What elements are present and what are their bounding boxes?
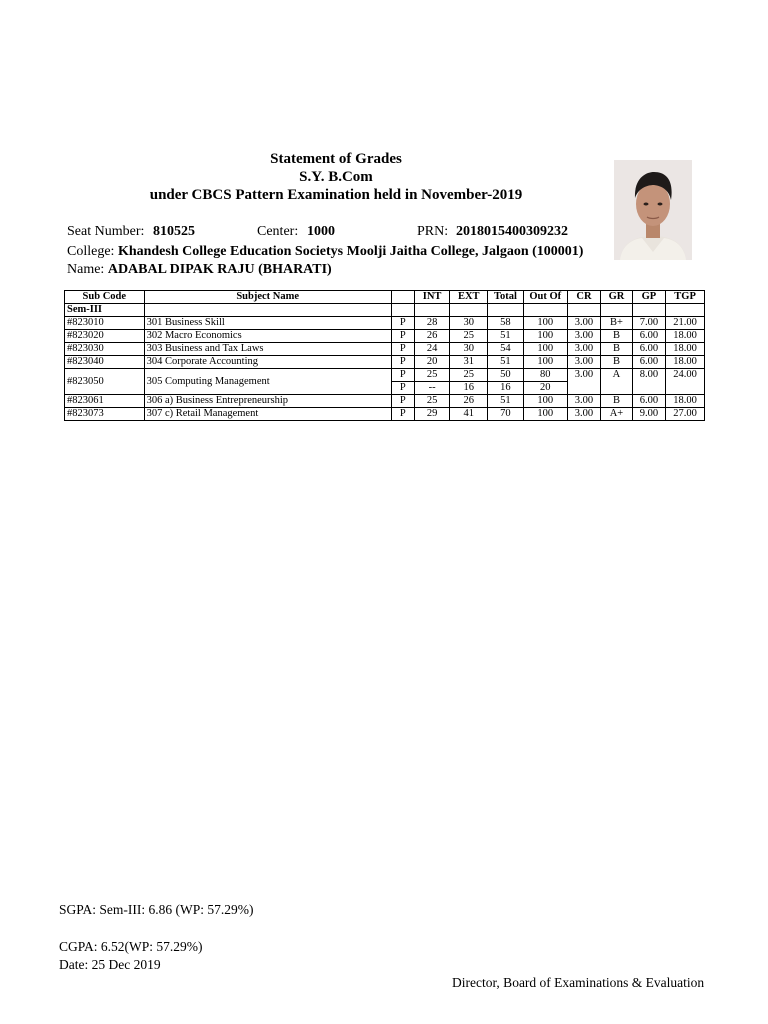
total-marks: 51: [488, 395, 524, 408]
name-value: ADABAL DIPAK RAJU (BHARATI): [107, 262, 332, 277]
total-grade-points: 21.00: [666, 317, 705, 330]
ext-marks: 30: [450, 317, 488, 330]
total-marks: 58: [488, 317, 524, 330]
table-row: [65, 343, 705, 356]
grade-points: 6.00: [632, 330, 666, 343]
out-of: 100: [523, 330, 567, 343]
issue-date: Date: 25 Dec 2019: [59, 957, 161, 972]
out-of: 100: [523, 343, 567, 356]
paper-type: P: [391, 330, 414, 343]
grade-points: 8.00: [632, 369, 666, 395]
grade-points: 6.00: [632, 343, 666, 356]
total-grade-points: 24.00: [666, 369, 705, 395]
header-gr: GR: [601, 291, 632, 304]
grade-points: 6.00: [632, 395, 666, 408]
sub-code: #823020: [65, 330, 145, 343]
subject-name: 307 c) Retail Management: [144, 408, 391, 421]
header-out-of: Out Of: [523, 291, 567, 304]
int-marks: 25: [414, 395, 450, 408]
credits: 3.00: [567, 317, 601, 330]
name-label: Name:: [67, 262, 105, 277]
table-row: [65, 395, 705, 408]
paper-type: P: [391, 408, 414, 421]
grade-points: 7.00: [632, 317, 666, 330]
prn-label: PRN:: [417, 224, 449, 239]
subject-name: 301 Business Skill: [144, 317, 391, 330]
sub-code: #823073: [65, 408, 145, 421]
college-row: [67, 243, 583, 260]
sgpa-text: SGPA: Sem-III: 6.86 (WP: 57.29%): [59, 902, 254, 917]
sub-code: #823010: [65, 317, 145, 330]
grade: B: [601, 356, 632, 369]
paper-type: P: [391, 382, 414, 395]
ext-marks: 16: [450, 382, 488, 395]
sub-code: #823040: [65, 356, 145, 369]
int-marks: --: [414, 382, 450, 395]
table-row: [65, 408, 705, 421]
header-subject-name: Subject Name: [144, 291, 391, 304]
header-tgp: TGP: [666, 291, 705, 304]
student-photo: [614, 160, 692, 260]
course-name: S.Y. B.Com: [299, 169, 373, 185]
total-marks: 16: [488, 382, 524, 395]
grade-points: 9.00: [632, 408, 666, 421]
credits: 3.00: [567, 356, 601, 369]
ext-marks: 25: [450, 330, 488, 343]
exam-description: under CBCS Pattern Examination held in November-2019: [149, 187, 523, 203]
header-total: Total: [488, 291, 524, 304]
subject-name: 305 Computing Management: [144, 369, 391, 395]
total-grade-points: 18.00: [666, 356, 705, 369]
total-marks: 51: [488, 330, 524, 343]
college-value: Khandesh College Education Societys Moolji Jaitha College, Jalgaon (100001): [117, 244, 584, 259]
out-of: 100: [523, 356, 567, 369]
int-marks: 24: [414, 343, 450, 356]
document-title: Statement of Grades: [270, 151, 402, 167]
subject-name: 303 Business and Tax Laws: [144, 343, 391, 356]
int-marks: 29: [414, 408, 450, 421]
grade: B: [601, 343, 632, 356]
int-marks: 26: [414, 330, 450, 343]
header-sub-code: Sub Code: [65, 291, 145, 304]
table-row: [65, 356, 705, 369]
name-row: [67, 261, 332, 278]
paper-type: P: [391, 356, 414, 369]
int-marks: 25: [414, 369, 450, 382]
subject-name: 302 Macro Economics: [144, 330, 391, 343]
header-gp: GP: [632, 291, 666, 304]
ext-marks: 41: [450, 408, 488, 421]
sub-code: #823030: [65, 343, 145, 356]
grade: A: [601, 369, 632, 395]
paper-type: P: [391, 369, 414, 382]
college-label: College:: [67, 244, 115, 259]
total-marks: 50: [488, 369, 524, 382]
ext-marks: 30: [450, 343, 488, 356]
paper-type: P: [391, 343, 414, 356]
total-grade-points: 18.00: [666, 395, 705, 408]
semester-row: [65, 304, 705, 317]
credits: 3.00: [567, 343, 601, 356]
paper-type: P: [391, 317, 414, 330]
header-blank: [391, 291, 414, 304]
total-grade-points: 18.00: [666, 343, 705, 356]
grade: B: [601, 395, 632, 408]
credits: 3.00: [567, 369, 601, 395]
out-of: 100: [523, 317, 567, 330]
document-title-block: [96, 150, 576, 204]
center-label: Center:: [257, 224, 299, 239]
table-header-row: [65, 291, 705, 304]
prn-value: 2018015400309232: [456, 224, 568, 239]
seat-number-value: 810525: [153, 224, 195, 239]
ext-marks: 25: [450, 369, 488, 382]
sub-code: #823050: [65, 369, 145, 395]
semester-label: Sem-III: [65, 304, 145, 317]
header-ext: EXT: [450, 291, 488, 304]
grade: B+: [601, 317, 632, 330]
sub-code: #823061: [65, 395, 145, 408]
table-row: [65, 317, 705, 330]
credits: 3.00: [567, 408, 601, 421]
total-marks: 54: [488, 343, 524, 356]
out-of: 20: [523, 382, 567, 395]
student-photo-image: [614, 160, 692, 260]
subject-name: 304 Corporate Accounting: [144, 356, 391, 369]
grade-points: 6.00: [632, 356, 666, 369]
cgpa-text: CGPA: 6.52(WP: 57.29%): [59, 939, 203, 954]
grade: B: [601, 330, 632, 343]
table-row: [65, 369, 705, 382]
out-of: 100: [523, 395, 567, 408]
out-of: 80: [523, 369, 567, 382]
credits: 3.00: [567, 395, 601, 408]
grade: A+: [601, 408, 632, 421]
subject-name: 306 a) Business Entrepreneurship: [144, 395, 391, 408]
total-grade-points: 18.00: [666, 330, 705, 343]
out-of: 100: [523, 408, 567, 421]
paper-type: P: [391, 395, 414, 408]
ext-marks: 26: [450, 395, 488, 408]
grades-table: [64, 290, 705, 421]
total-grade-points: 27.00: [666, 408, 705, 421]
header-cr: CR: [567, 291, 601, 304]
center-value: 1000: [307, 224, 335, 239]
signatory-title: Director, Board of Examinations & Evaluation: [452, 975, 705, 990]
table-row: [65, 330, 705, 343]
ext-marks: 31: [450, 356, 488, 369]
int-marks: 28: [414, 317, 450, 330]
header-int: INT: [414, 291, 450, 304]
int-marks: 20: [414, 356, 450, 369]
seat-number-label: Seat Number:: [67, 224, 145, 239]
total-marks: 70: [488, 408, 524, 421]
credits: 3.00: [567, 330, 601, 343]
total-marks: 51: [488, 356, 524, 369]
